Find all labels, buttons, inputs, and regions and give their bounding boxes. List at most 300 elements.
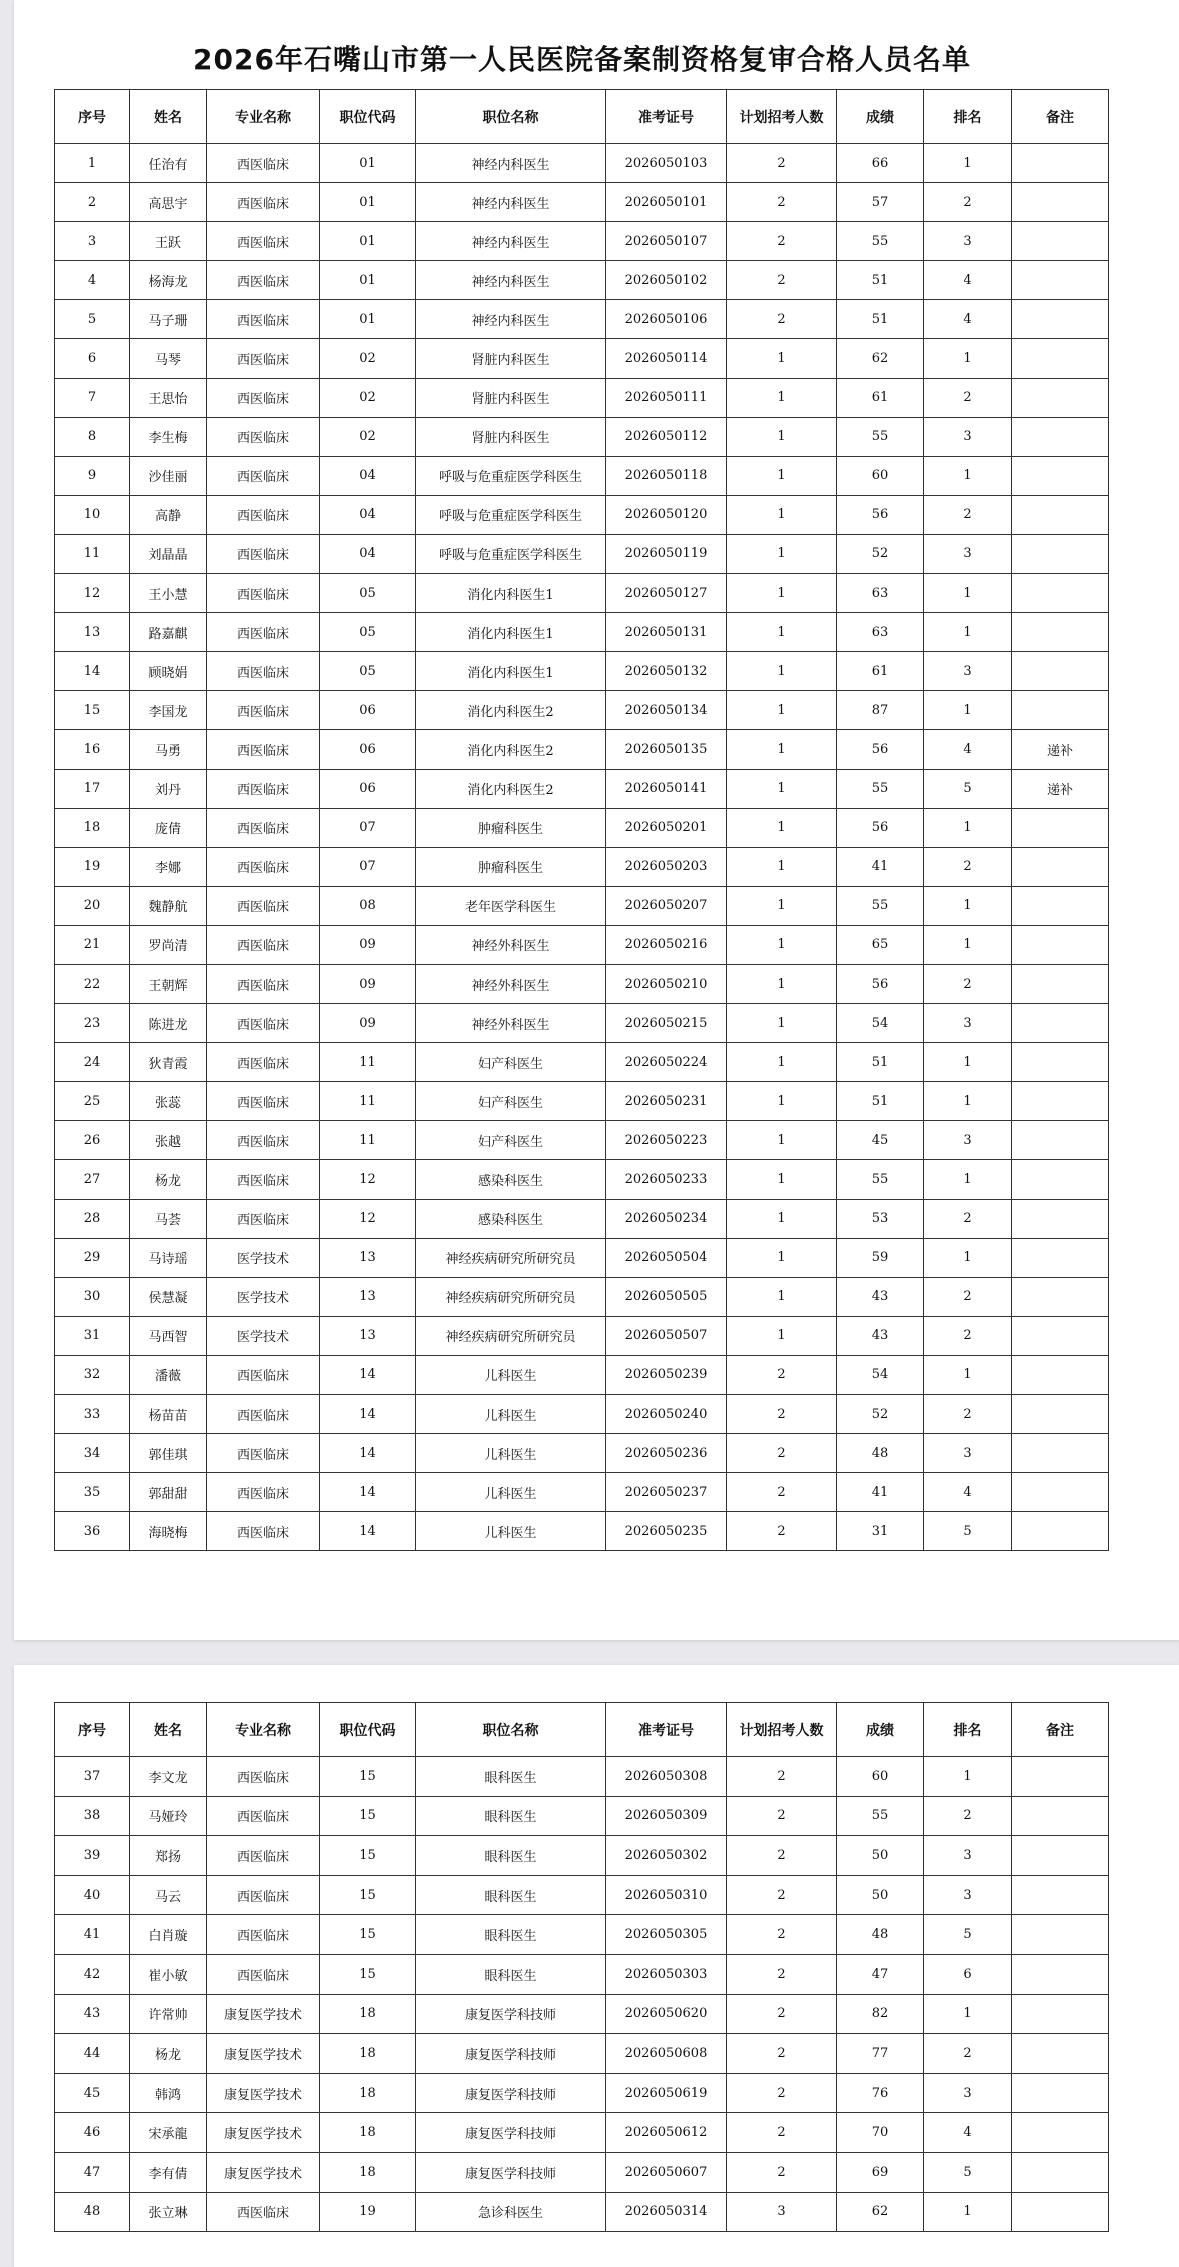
cell-remark [1012,1473,1109,1512]
cell-major: 西医临床 [207,652,320,691]
table-row [55,613,1109,652]
cell-seq: 29 [55,1238,130,1277]
cell-seq: 25 [55,1082,130,1121]
cell-rank: 4 [924,261,1012,300]
column-header-rank: 排名 [924,1703,1012,1757]
table-row [55,2034,1109,2074]
cell-planned-count: 2 [727,1954,837,1994]
cell-name: 马荟 [130,1199,207,1238]
cell-name: 王朝辉 [130,964,207,1003]
cell-remark [1012,1121,1109,1160]
cell-planned-count: 2 [727,222,837,261]
table-row [55,1395,1109,1434]
cell-rank: 4 [924,730,1012,769]
cell-exam-id: 2026050135 [606,730,727,769]
cell-major: 西医临床 [207,183,320,222]
cell-score: 60 [837,456,924,495]
cell-remark [1012,1277,1109,1316]
cell-remark: 递补 [1012,730,1109,769]
cell-remark [1012,2034,1109,2074]
cell-planned-count: 2 [727,2113,837,2153]
cell-seq: 41 [55,1915,130,1955]
cell-planned-count: 1 [727,964,837,1003]
cell-seq: 45 [55,2073,130,2113]
cell-remark [1012,1512,1109,1551]
cell-rank: 4 [924,1473,1012,1512]
cell-post-code: 01 [320,183,416,222]
cell-planned-count: 1 [727,808,837,847]
cell-seq: 48 [55,2192,130,2232]
cell-post-code: 15 [320,1954,416,1994]
cell-remark [1012,417,1109,456]
cell-remark [1012,1994,1109,2034]
cell-post-name: 老年医学科医生 [416,886,606,925]
cell-name: 杨海龙 [130,261,207,300]
cell-planned-count: 1 [727,613,837,652]
cell-exam-id: 2026050236 [606,1434,727,1473]
cell-exam-id: 2026050237 [606,1473,727,1512]
cell-major: 西医临床 [207,495,320,534]
cell-seq: 34 [55,1434,130,1473]
cell-planned-count: 2 [727,261,837,300]
cell-post-code: 01 [320,222,416,261]
table-row [55,183,1109,222]
cell-rank: 1 [924,613,1012,652]
cell-post-name: 眼科医生 [416,1836,606,1876]
table-row [55,1082,1109,1121]
cell-exam-id: 2026050106 [606,300,727,339]
cell-rank: 1 [924,1355,1012,1394]
cell-seq: 31 [55,1316,130,1355]
cell-exam-id: 2026050224 [606,1043,727,1082]
cell-post-name: 眼科医生 [416,1757,606,1797]
column-header-post-name: 职位名称 [416,1703,606,1757]
cell-post-code: 06 [320,691,416,730]
cell-planned-count: 1 [727,1082,837,1121]
cell-rank: 3 [924,417,1012,456]
cell-post-name: 儿科医生 [416,1355,606,1394]
cell-seq: 26 [55,1121,130,1160]
cell-exam-id: 2026050207 [606,886,727,925]
cell-post-code: 19 [320,2192,416,2232]
cell-post-code: 15 [320,1875,416,1915]
cell-name: 马西智 [130,1316,207,1355]
cell-name: 杨苗苗 [130,1395,207,1434]
cell-planned-count: 2 [727,300,837,339]
cell-rank: 3 [924,534,1012,573]
cell-exam-id: 2026050240 [606,1395,727,1434]
cell-major: 西医临床 [207,925,320,964]
cell-post-name: 儿科医生 [416,1395,606,1434]
cell-remark [1012,1082,1109,1121]
cell-remark [1012,1875,1109,1915]
cell-post-name: 消化内科医生2 [416,769,606,808]
cell-post-code: 15 [320,1796,416,1836]
cell-seq: 6 [55,339,130,378]
cell-rank: 2 [924,183,1012,222]
cell-post-code: 14 [320,1395,416,1434]
cell-rank: 1 [924,691,1012,730]
cell-major: 西医临床 [207,2192,320,2232]
cell-score: 60 [837,1757,924,1797]
cell-post-name: 康复医学科技师 [416,2073,606,2113]
cell-remark [1012,964,1109,1003]
cell-seq: 4 [55,261,130,300]
cell-score: 43 [837,1277,924,1316]
cell-remark [1012,886,1109,925]
roster-table-page-2 [54,1702,1109,2232]
table-row [55,144,1109,183]
cell-score: 41 [837,847,924,886]
cell-remark [1012,925,1109,964]
column-header-name: 姓名 [130,1703,207,1757]
cell-score: 52 [837,1395,924,1434]
cell-post-name: 妇产科医生 [416,1082,606,1121]
cell-remark: 递补 [1012,769,1109,808]
cell-name: 李国龙 [130,691,207,730]
cell-major: 西医临床 [207,1757,320,1797]
cell-score: 50 [837,1875,924,1915]
cell-rank: 1 [924,456,1012,495]
cell-planned-count: 2 [727,1875,837,1915]
column-header-score: 成绩 [837,1703,924,1757]
cell-name: 李娜 [130,847,207,886]
cell-remark [1012,1954,1109,1994]
cell-name: 宋承龍 [130,2113,207,2153]
column-header-rank: 排名 [924,90,1012,144]
column-header-remark: 备注 [1012,90,1109,144]
column-header-exam-id: 准考证号 [606,1703,727,1757]
cell-score: 51 [837,300,924,339]
cell-post-code: 12 [320,1199,416,1238]
cell-exam-id: 2026050132 [606,652,727,691]
table-row [55,1473,1109,1512]
cell-remark [1012,1004,1109,1043]
cell-exam-id: 2026050233 [606,1160,727,1199]
cell-post-code: 04 [320,495,416,534]
cell-planned-count: 2 [727,183,837,222]
cell-planned-count: 1 [727,1199,837,1238]
cell-rank: 4 [924,300,1012,339]
cell-exam-id: 2026050608 [606,2034,727,2074]
cell-seq: 44 [55,2034,130,2074]
cell-post-name: 呼吸与危重症医学科医生 [416,534,606,573]
cell-post-name: 眼科医生 [416,1875,606,1915]
cell-rank: 3 [924,2073,1012,2113]
cell-post-code: 12 [320,1160,416,1199]
cell-major: 西医临床 [207,1875,320,1915]
cell-exam-id: 2026050305 [606,1915,727,1955]
cell-post-name: 感染科医生 [416,1160,606,1199]
cell-seq: 18 [55,808,130,847]
cell-post-code: 14 [320,1473,416,1512]
cell-major: 西医临床 [207,222,320,261]
cell-name: 许常帅 [130,1994,207,2034]
cell-remark [1012,339,1109,378]
cell-seq: 7 [55,378,130,417]
cell-remark [1012,534,1109,573]
cell-rank: 1 [924,1994,1012,2034]
cell-score: 54 [837,1355,924,1394]
cell-post-code: 18 [320,2034,416,2074]
cell-score: 55 [837,769,924,808]
cell-exam-id: 2026050118 [606,456,727,495]
column-header-score: 成绩 [837,90,924,144]
column-header-post-code: 职位代码 [320,1703,416,1757]
cell-major: 西医临床 [207,144,320,183]
cell-seq: 27 [55,1160,130,1199]
cell-name: 路嘉麒 [130,613,207,652]
cell-planned-count: 1 [727,456,837,495]
column-header-post-code: 职位代码 [320,90,416,144]
cell-rank: 5 [924,1915,1012,1955]
cell-exam-id: 2026050210 [606,964,727,1003]
cell-remark [1012,613,1109,652]
cell-planned-count: 2 [727,1994,837,2034]
cell-seq: 24 [55,1043,130,1082]
cell-major: 西医临床 [207,339,320,378]
cell-score: 63 [837,613,924,652]
cell-remark [1012,1238,1109,1277]
cell-name: 韩鸿 [130,2073,207,2113]
column-header-seq: 序号 [55,1703,130,1757]
cell-post-code: 01 [320,144,416,183]
cell-rank: 2 [924,1395,1012,1434]
cell-major: 西医临床 [207,300,320,339]
table-row [55,1836,1109,1876]
cell-major: 康复医学技术 [207,2073,320,2113]
cell-post-name: 神经外科医生 [416,964,606,1003]
cell-name: 王思怡 [130,378,207,417]
cell-exam-id: 2026050120 [606,495,727,534]
cell-score: 56 [837,808,924,847]
table-row [55,1915,1109,1955]
cell-rank: 3 [924,222,1012,261]
table-row [55,2152,1109,2192]
cell-name: 狄青霞 [130,1043,207,1082]
cell-seq: 37 [55,1757,130,1797]
cell-exam-id: 2026050119 [606,534,727,573]
cell-planned-count: 2 [727,1512,837,1551]
cell-exam-id: 2026050223 [606,1121,727,1160]
cell-post-name: 康复医学科技师 [416,2152,606,2192]
cell-post-code: 14 [320,1434,416,1473]
cell-remark [1012,808,1109,847]
cell-major: 西医临床 [207,1043,320,1082]
cell-name: 张立琳 [130,2192,207,2232]
cell-name: 杨龙 [130,1160,207,1199]
cell-exam-id: 2026050507 [606,1316,727,1355]
cell-post-name: 肾脏内科医生 [416,378,606,417]
cell-score: 55 [837,886,924,925]
cell-planned-count: 1 [727,1277,837,1316]
table-row [55,1277,1109,1316]
cell-exam-id: 2026050619 [606,2073,727,2113]
cell-post-code: 08 [320,886,416,925]
cell-major: 西医临床 [207,769,320,808]
cell-post-code: 06 [320,730,416,769]
cell-rank: 4 [924,2113,1012,2153]
cell-major: 西医临床 [207,1434,320,1473]
cell-name: 马诗瑶 [130,1238,207,1277]
cell-seq: 15 [55,691,130,730]
cell-name: 马云 [130,1875,207,1915]
cell-remark [1012,2073,1109,2113]
cell-score: 63 [837,574,924,613]
cell-major: 西医临床 [207,456,320,495]
cell-score: 31 [837,1512,924,1551]
cell-name: 王跃 [130,222,207,261]
cell-remark [1012,2192,1109,2232]
cell-major: 西医临床 [207,730,320,769]
cell-post-code: 07 [320,808,416,847]
cell-name: 郭佳琪 [130,1434,207,1473]
cell-score: 54 [837,1004,924,1043]
table-row [55,1004,1109,1043]
cell-exam-id: 2026050314 [606,2192,727,2232]
cell-rank: 1 [924,574,1012,613]
cell-remark [1012,1757,1109,1797]
cell-score: 52 [837,534,924,573]
cell-planned-count: 2 [727,1836,837,1876]
cell-post-name: 康复医学科技师 [416,2034,606,2074]
cell-seq: 11 [55,534,130,573]
cell-rank: 2 [924,1199,1012,1238]
roster-table-page-1 [54,89,1109,1551]
cell-seq: 38 [55,1796,130,1836]
cell-seq: 9 [55,456,130,495]
cell-score: 55 [837,222,924,261]
table-row [55,534,1109,573]
cell-major: 西医临床 [207,1004,320,1043]
cell-score: 56 [837,495,924,534]
cell-rank: 2 [924,1277,1012,1316]
cell-rank: 5 [924,769,1012,808]
cell-post-name: 妇产科医生 [416,1121,606,1160]
cell-seq: 33 [55,1395,130,1434]
cell-score: 55 [837,1160,924,1199]
cell-remark [1012,300,1109,339]
cell-name: 刘丹 [130,769,207,808]
cell-post-code: 01 [320,300,416,339]
column-header-planned-count: 计划招考人数 [727,90,837,144]
cell-seq: 12 [55,574,130,613]
table-row [55,1199,1109,1238]
cell-score: 55 [837,1796,924,1836]
cell-name: 马琴 [130,339,207,378]
cell-planned-count: 1 [727,339,837,378]
cell-post-name: 神经外科医生 [416,925,606,964]
cell-planned-count: 1 [727,925,837,964]
table-row [55,691,1109,730]
table-row [55,1160,1109,1199]
cell-score: 57 [837,183,924,222]
table-row [55,495,1109,534]
cell-major: 西医临床 [207,1836,320,1876]
cell-remark [1012,1836,1109,1876]
cell-rank: 5 [924,2152,1012,2192]
cell-name: 郑扬 [130,1836,207,1876]
table-row [55,574,1109,613]
table-row [55,769,1109,808]
cell-exam-id: 2026050239 [606,1355,727,1394]
cell-major: 西医临床 [207,613,320,652]
cell-exam-id: 2026050127 [606,574,727,613]
cell-post-name: 神经疾病研究所研究员 [416,1277,606,1316]
cell-score: 51 [837,261,924,300]
table-row [55,730,1109,769]
cell-post-name: 康复医学科技师 [416,2113,606,2153]
cell-exam-id: 2026050607 [606,2152,727,2192]
cell-post-name: 儿科医生 [416,1434,606,1473]
cell-name: 李有倩 [130,2152,207,2192]
cell-planned-count: 1 [727,417,837,456]
cell-seq: 14 [55,652,130,691]
cell-seq: 42 [55,1954,130,1994]
cell-planned-count: 2 [727,1796,837,1836]
cell-exam-id: 2026050131 [606,613,727,652]
cell-planned-count: 1 [727,495,837,534]
cell-post-code: 09 [320,925,416,964]
cell-seq: 16 [55,730,130,769]
cell-post-code: 02 [320,378,416,417]
cell-score: 76 [837,2073,924,2113]
cell-seq: 10 [55,495,130,534]
cell-post-code: 15 [320,1915,416,1955]
cell-score: 61 [837,378,924,417]
cell-name: 李文龙 [130,1757,207,1797]
cell-name: 高静 [130,495,207,534]
column-header-name: 姓名 [130,90,207,144]
column-header-planned-count: 计划招考人数 [727,1703,837,1757]
cell-major: 西医临床 [207,1473,320,1512]
cell-rank: 1 [924,886,1012,925]
cell-score: 82 [837,1994,924,2034]
cell-exam-id: 2026050102 [606,261,727,300]
table-row [55,1434,1109,1473]
cell-planned-count: 1 [727,534,837,573]
cell-post-code: 18 [320,2113,416,2153]
cell-exam-id: 2026050203 [606,847,727,886]
cell-seq: 36 [55,1512,130,1551]
cell-rank: 1 [924,339,1012,378]
table-row [55,1954,1109,1994]
cell-rank: 6 [924,1954,1012,1994]
cell-name: 李生梅 [130,417,207,456]
cell-score: 77 [837,2034,924,2074]
cell-score: 48 [837,1915,924,1955]
table-row [55,808,1109,847]
cell-rank: 3 [924,1875,1012,1915]
cell-post-code: 05 [320,652,416,691]
cell-score: 65 [837,925,924,964]
cell-name: 张蕊 [130,1082,207,1121]
cell-exam-id: 2026050201 [606,808,727,847]
cell-post-name: 肾脏内科医生 [416,339,606,378]
table-row [55,1355,1109,1394]
cell-name: 侯慧凝 [130,1277,207,1316]
cell-name: 顾晓娟 [130,652,207,691]
cell-seq: 3 [55,222,130,261]
cell-major: 西医临床 [207,261,320,300]
cell-rank: 3 [924,1434,1012,1473]
cell-major: 西医临床 [207,1796,320,1836]
cell-name: 陈进龙 [130,1004,207,1043]
cell-remark [1012,1915,1109,1955]
cell-score: 48 [837,1434,924,1473]
cell-major: 西医临床 [207,847,320,886]
cell-remark [1012,2113,1109,2153]
